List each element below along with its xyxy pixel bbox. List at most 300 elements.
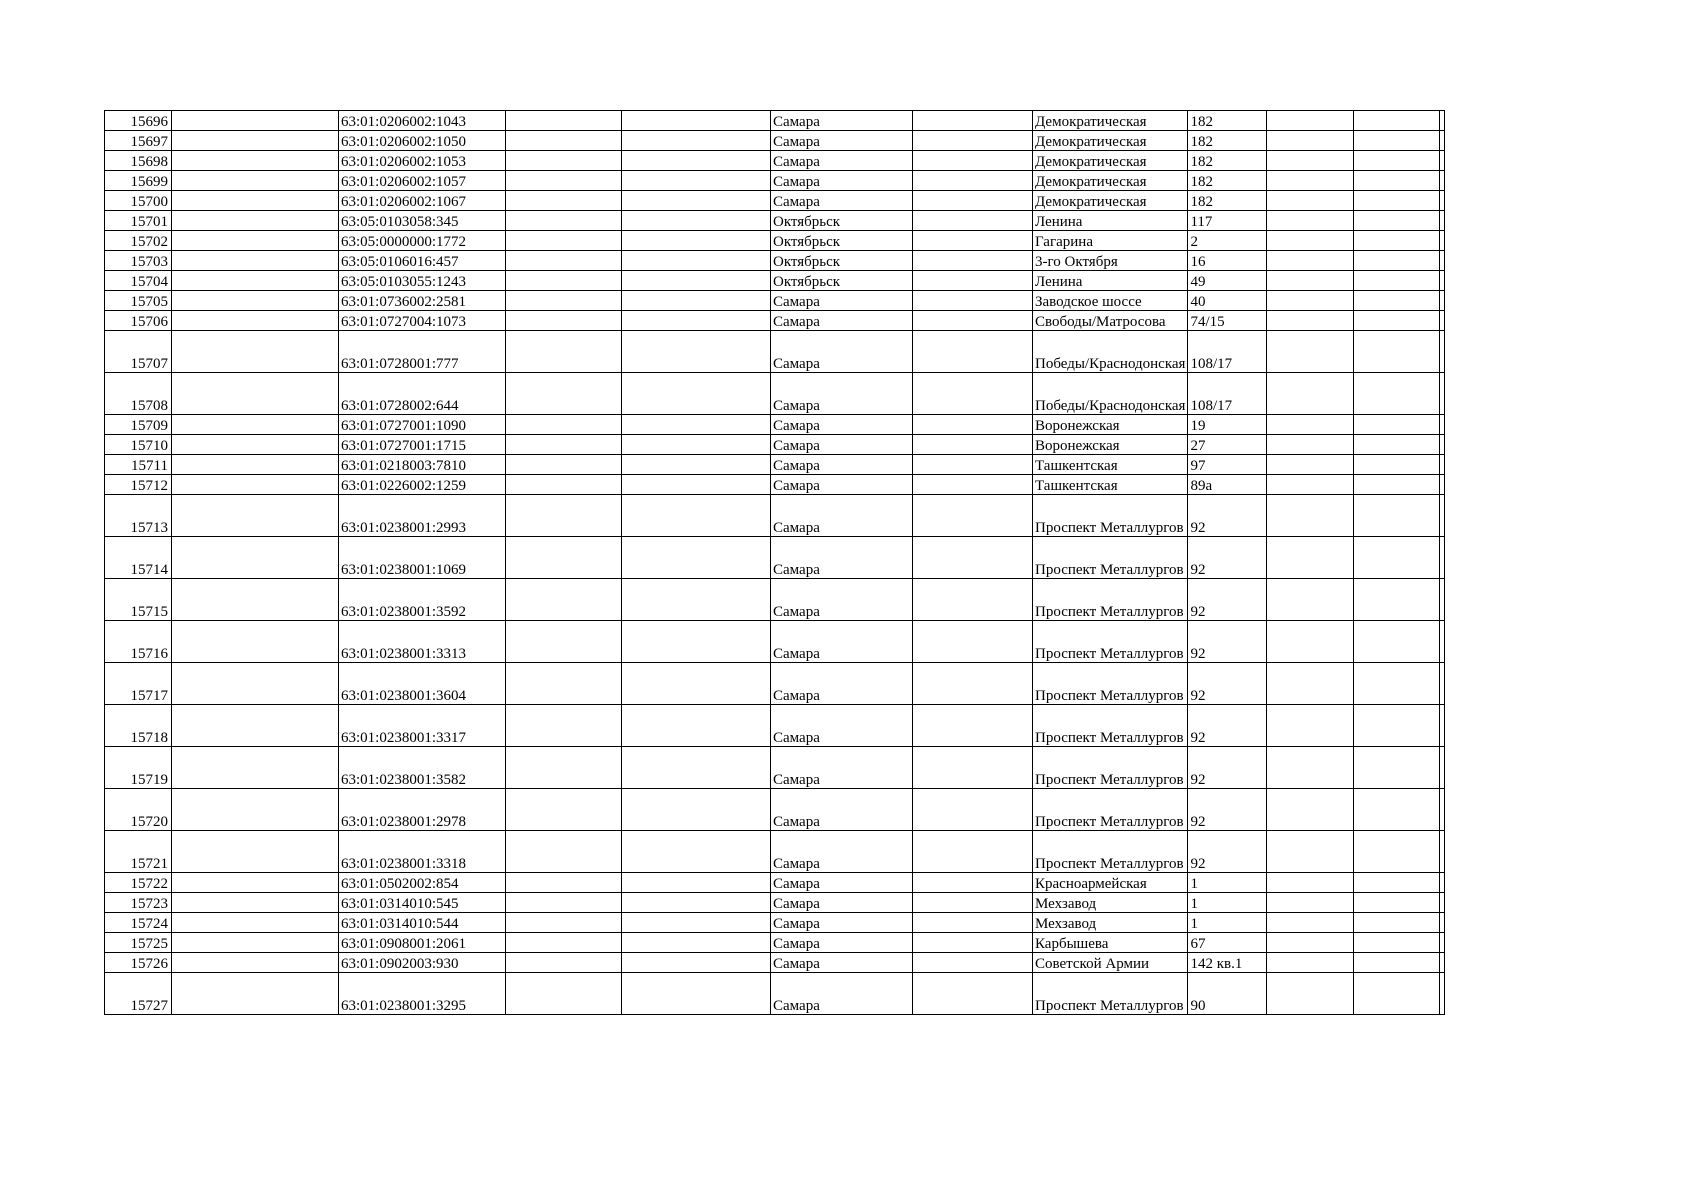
cell-street: Свободы/Матросова — [1033, 311, 1188, 331]
cell-cadastral-number: 63:01:0908001:2061 — [339, 933, 506, 953]
cell-cadastral-number: 63:01:0502002:854 — [339, 873, 506, 893]
cell-house: 92 — [1188, 663, 1267, 705]
cell-empty — [506, 913, 622, 933]
cell-street: Проспект Металлургов — [1033, 663, 1188, 705]
cell-cadastral-number: 63:01:0206002:1050 — [339, 131, 506, 151]
cell-row-number: 15710 — [105, 435, 172, 455]
cell-empty — [1440, 705, 1445, 747]
cell-city: Самара — [771, 131, 913, 151]
cell-empty — [913, 211, 1033, 231]
cell-empty — [172, 747, 339, 789]
cell-house: 74/15 — [1188, 311, 1267, 331]
table-row — [105, 475, 1445, 495]
cell-empty — [1267, 111, 1354, 131]
cell-house: 182 — [1188, 151, 1267, 171]
cell-street: Мехзавод — [1033, 893, 1188, 913]
cell-empty — [913, 415, 1033, 435]
cell-empty — [172, 953, 339, 973]
cell-empty — [1267, 475, 1354, 495]
cell-row-number: 15713 — [105, 495, 172, 537]
cell-empty — [913, 705, 1033, 747]
cell-empty — [172, 873, 339, 893]
cell-empty — [1354, 873, 1440, 893]
cell-city: Самара — [771, 311, 913, 331]
cell-empty — [1440, 171, 1445, 191]
cell-empty — [622, 475, 771, 495]
cell-empty — [506, 893, 622, 913]
cell-city: Самара — [771, 973, 913, 1015]
cell-empty — [1267, 953, 1354, 973]
cell-empty — [1440, 151, 1445, 171]
cell-empty — [1267, 537, 1354, 579]
cell-empty — [622, 331, 771, 373]
cell-empty — [1267, 913, 1354, 933]
cell-cadastral-number: 63:01:0727001:1090 — [339, 415, 506, 435]
cell-street: Демократическая — [1033, 131, 1188, 151]
cell-city: Самара — [771, 579, 913, 621]
cell-cadastral-number: 63:01:0238001:1069 — [339, 537, 506, 579]
cell-empty — [172, 251, 339, 271]
cell-city: Самара — [771, 291, 913, 311]
cell-house: 92 — [1188, 537, 1267, 579]
cell-empty — [1440, 251, 1445, 271]
cell-house: 1 — [1188, 873, 1267, 893]
cell-empty — [913, 953, 1033, 973]
cell-empty — [172, 933, 339, 953]
cell-empty — [172, 131, 339, 151]
table-row — [105, 111, 1445, 131]
cell-row-number: 15724 — [105, 913, 172, 933]
cell-row-number: 15702 — [105, 231, 172, 251]
cell-house: 92 — [1188, 789, 1267, 831]
cell-row-number: 15700 — [105, 191, 172, 211]
cell-street: Заводское шоссе — [1033, 291, 1188, 311]
cell-cadastral-number: 63:01:0218003:7810 — [339, 455, 506, 475]
cell-row-number: 15701 — [105, 211, 172, 231]
cell-empty — [1354, 171, 1440, 191]
cell-city: Октябрьск — [771, 211, 913, 231]
cell-city: Самара — [771, 415, 913, 435]
cell-empty — [506, 111, 622, 131]
cell-city: Самара — [771, 111, 913, 131]
cell-empty — [172, 831, 339, 873]
cell-row-number: 15704 — [105, 271, 172, 291]
cell-empty — [1354, 373, 1440, 415]
cell-cadastral-number: 63:05:0106016:457 — [339, 251, 506, 271]
cell-empty — [172, 789, 339, 831]
cell-empty — [622, 495, 771, 537]
cell-empty — [1267, 455, 1354, 475]
cell-empty — [622, 747, 771, 789]
cell-cadastral-number: 63:01:0238001:3317 — [339, 705, 506, 747]
cell-empty — [1267, 495, 1354, 537]
cell-empty — [1354, 191, 1440, 211]
cell-empty — [1354, 131, 1440, 151]
table-row — [105, 131, 1445, 151]
cell-empty — [622, 291, 771, 311]
table-row — [105, 893, 1445, 913]
cell-empty — [1267, 973, 1354, 1015]
table-row — [105, 495, 1445, 537]
cell-row-number: 15722 — [105, 873, 172, 893]
cell-empty — [1440, 747, 1445, 789]
cell-street: Проспект Металлургов — [1033, 537, 1188, 579]
cell-house: 92 — [1188, 579, 1267, 621]
cell-empty — [506, 831, 622, 873]
cell-house: 89а — [1188, 475, 1267, 495]
cell-empty — [913, 131, 1033, 151]
cell-street: 3-го Октября — [1033, 251, 1188, 271]
cell-empty — [172, 231, 339, 251]
cell-empty — [1267, 435, 1354, 455]
cell-empty — [622, 933, 771, 953]
cell-empty — [172, 913, 339, 933]
cell-house: 182 — [1188, 191, 1267, 211]
cell-empty — [1354, 913, 1440, 933]
cell-empty — [1354, 663, 1440, 705]
cell-house: 27 — [1188, 435, 1267, 455]
cell-street: Проспект Металлургов — [1033, 495, 1188, 537]
cell-cadastral-number: 63:01:0727001:1715 — [339, 435, 506, 455]
cell-cadastral-number: 63:01:0728001:777 — [339, 331, 506, 373]
cell-empty — [1354, 621, 1440, 663]
cell-empty — [1440, 475, 1445, 495]
cell-house: 108/17 — [1188, 331, 1267, 373]
cell-empty — [1440, 495, 1445, 537]
cell-city: Октябрьск — [771, 251, 913, 271]
cell-empty — [1354, 415, 1440, 435]
cell-street: Проспект Металлургов — [1033, 747, 1188, 789]
cell-empty — [1354, 291, 1440, 311]
cell-cadastral-number: 63:01:0736002:2581 — [339, 291, 506, 311]
cell-empty — [1354, 893, 1440, 913]
table-row — [105, 705, 1445, 747]
cell-cadastral-number: 63:01:0238001:3313 — [339, 621, 506, 663]
cell-empty — [622, 455, 771, 475]
cell-street: Победы/Краснодонская — [1033, 373, 1188, 415]
cell-cadastral-number: 63:01:0238001:3604 — [339, 663, 506, 705]
cell-street: Ленина — [1033, 211, 1188, 231]
cell-row-number: 15699 — [105, 171, 172, 191]
cell-empty — [506, 789, 622, 831]
table-row — [105, 913, 1445, 933]
cell-empty — [622, 621, 771, 663]
cell-row-number: 15716 — [105, 621, 172, 663]
table-row — [105, 415, 1445, 435]
cell-house: 19 — [1188, 415, 1267, 435]
cell-empty — [1354, 111, 1440, 131]
cell-empty — [913, 933, 1033, 953]
cell-city: Самара — [771, 537, 913, 579]
cell-empty — [1267, 151, 1354, 171]
cell-empty — [506, 131, 622, 151]
cell-empty — [913, 495, 1033, 537]
cell-empty — [913, 663, 1033, 705]
cell-row-number: 15719 — [105, 747, 172, 789]
cell-cadastral-number: 63:01:0238001:2993 — [339, 495, 506, 537]
cell-empty — [1440, 789, 1445, 831]
cell-empty — [1267, 621, 1354, 663]
cell-empty — [913, 913, 1033, 933]
cell-street: Демократическая — [1033, 151, 1188, 171]
table-row — [105, 271, 1445, 291]
cell-house: 92 — [1188, 621, 1267, 663]
cell-empty — [622, 131, 771, 151]
cell-empty — [1440, 415, 1445, 435]
cell-empty — [1354, 705, 1440, 747]
cell-empty — [1267, 415, 1354, 435]
cell-empty — [506, 953, 622, 973]
cell-empty — [506, 455, 622, 475]
cell-empty — [622, 789, 771, 831]
cell-empty — [172, 331, 339, 373]
cell-empty — [1354, 331, 1440, 373]
cell-empty — [1440, 973, 1445, 1015]
cell-empty — [1440, 455, 1445, 475]
cell-cadastral-number: 63:01:0727004:1073 — [339, 311, 506, 331]
cell-empty — [506, 621, 622, 663]
cell-empty — [1267, 191, 1354, 211]
cell-city: Самара — [771, 455, 913, 475]
cell-cadastral-number: 63:01:0238001:3582 — [339, 747, 506, 789]
cell-row-number: 15726 — [105, 953, 172, 973]
cell-empty — [506, 663, 622, 705]
cell-empty — [622, 211, 771, 231]
cell-empty — [1354, 495, 1440, 537]
cell-empty — [1354, 455, 1440, 475]
cell-empty — [172, 291, 339, 311]
cell-house: 92 — [1188, 705, 1267, 747]
cell-house: 90 — [1188, 973, 1267, 1015]
cell-cadastral-number: 63:01:0238001:3295 — [339, 973, 506, 1015]
cell-cadastral-number: 63:01:0238001:2978 — [339, 789, 506, 831]
table-row — [105, 747, 1445, 789]
cell-empty — [172, 663, 339, 705]
cell-empty — [1267, 893, 1354, 913]
cell-empty — [1267, 789, 1354, 831]
cell-empty — [913, 973, 1033, 1015]
cell-empty — [913, 331, 1033, 373]
table-row — [105, 251, 1445, 271]
cell-empty — [172, 537, 339, 579]
cell-street: Демократическая — [1033, 111, 1188, 131]
table-row — [105, 933, 1445, 953]
cell-empty — [1267, 131, 1354, 151]
cell-empty — [1440, 111, 1445, 131]
cell-empty — [506, 747, 622, 789]
cell-empty — [1440, 537, 1445, 579]
cell-empty — [622, 973, 771, 1015]
table-row — [105, 435, 1445, 455]
cell-row-number: 15711 — [105, 455, 172, 475]
cell-city: Самара — [771, 191, 913, 211]
cell-row-number: 15703 — [105, 251, 172, 271]
cell-empty — [622, 537, 771, 579]
cell-empty — [1354, 231, 1440, 251]
cell-empty — [913, 311, 1033, 331]
cell-empty — [1267, 705, 1354, 747]
cell-city: Самара — [771, 953, 913, 973]
cell-house: 16 — [1188, 251, 1267, 271]
table-row — [105, 873, 1445, 893]
cell-house: 182 — [1188, 171, 1267, 191]
cell-street: Ленина — [1033, 271, 1188, 291]
table-body — [105, 111, 1445, 1015]
cell-empty — [1354, 475, 1440, 495]
cell-empty — [172, 455, 339, 475]
cell-street: Проспект Металлургов — [1033, 579, 1188, 621]
cell-row-number: 15717 — [105, 663, 172, 705]
cell-empty — [913, 893, 1033, 913]
cell-empty — [913, 789, 1033, 831]
cell-street: Воронежская — [1033, 435, 1188, 455]
cell-street: Проспект Металлургов — [1033, 789, 1188, 831]
cell-empty — [1354, 211, 1440, 231]
cell-empty — [506, 705, 622, 747]
cell-street: Проспект Металлургов — [1033, 973, 1188, 1015]
cell-empty — [1354, 435, 1440, 455]
table-row — [105, 537, 1445, 579]
cell-empty — [1354, 933, 1440, 953]
table-row — [105, 311, 1445, 331]
cell-empty — [1440, 435, 1445, 455]
cell-empty — [913, 747, 1033, 789]
cell-row-number: 15708 — [105, 373, 172, 415]
table-row — [105, 579, 1445, 621]
cell-empty — [622, 231, 771, 251]
cell-empty — [913, 455, 1033, 475]
cell-empty — [622, 873, 771, 893]
cell-empty — [1440, 663, 1445, 705]
cell-cadastral-number: 63:01:0238001:3592 — [339, 579, 506, 621]
cell-empty — [913, 271, 1033, 291]
cell-cadastral-number: 63:01:0206002:1043 — [339, 111, 506, 131]
cell-empty — [506, 271, 622, 291]
cell-empty — [1440, 621, 1445, 663]
cell-empty — [1267, 373, 1354, 415]
cell-house: 49 — [1188, 271, 1267, 291]
table-row — [105, 621, 1445, 663]
cell-cadastral-number: 63:01:0314010:544 — [339, 913, 506, 933]
cell-cadastral-number: 63:01:0206002:1053 — [339, 151, 506, 171]
cell-city: Самара — [771, 621, 913, 663]
cell-empty — [622, 579, 771, 621]
cell-empty — [913, 579, 1033, 621]
cell-house: 2 — [1188, 231, 1267, 251]
cell-city: Самара — [771, 331, 913, 373]
cell-empty — [506, 475, 622, 495]
cell-empty — [506, 537, 622, 579]
cell-empty — [1354, 579, 1440, 621]
cell-empty — [172, 705, 339, 747]
cell-empty — [506, 495, 622, 537]
cell-city: Самара — [771, 913, 913, 933]
cell-empty — [1354, 973, 1440, 1015]
cell-empty — [913, 475, 1033, 495]
cell-empty — [1354, 747, 1440, 789]
cell-empty — [913, 831, 1033, 873]
cell-empty — [506, 973, 622, 1015]
cell-street: Советской Армии — [1033, 953, 1188, 973]
cell-cadastral-number: 63:01:0314010:545 — [339, 893, 506, 913]
cell-house: 1 — [1188, 913, 1267, 933]
cell-cadastral-number: 63:01:0206002:1057 — [339, 171, 506, 191]
cell-empty — [1267, 331, 1354, 373]
cell-empty — [1440, 579, 1445, 621]
cell-empty — [172, 373, 339, 415]
table-row — [105, 291, 1445, 311]
cell-cadastral-number: 63:01:0238001:3318 — [339, 831, 506, 873]
cell-street: Карбышева — [1033, 933, 1188, 953]
cell-empty — [622, 191, 771, 211]
cell-empty — [172, 211, 339, 231]
table-row — [105, 171, 1445, 191]
cell-empty — [172, 973, 339, 1015]
cell-empty — [622, 151, 771, 171]
cell-empty — [1440, 913, 1445, 933]
cell-empty — [506, 331, 622, 373]
cell-empty — [913, 151, 1033, 171]
cell-empty — [622, 663, 771, 705]
cell-empty — [1354, 151, 1440, 171]
cell-street: Мехзавод — [1033, 913, 1188, 933]
cell-row-number: 15721 — [105, 831, 172, 873]
cell-city: Самара — [771, 933, 913, 953]
table-row — [105, 331, 1445, 373]
cell-street: Победы/Краснодонская — [1033, 331, 1188, 373]
cell-city: Самара — [771, 495, 913, 537]
cell-empty — [506, 211, 622, 231]
cell-house: 1 — [1188, 893, 1267, 913]
cell-empty — [172, 435, 339, 455]
cell-cadastral-number: 63:05:0103055:1243 — [339, 271, 506, 291]
cell-empty — [622, 831, 771, 873]
cell-row-number: 15714 — [105, 537, 172, 579]
table-row — [105, 973, 1445, 1015]
cell-empty — [622, 311, 771, 331]
cell-empty — [913, 537, 1033, 579]
cell-empty — [913, 373, 1033, 415]
cell-empty — [1440, 373, 1445, 415]
cell-cadastral-number: 63:01:0728002:644 — [339, 373, 506, 415]
cell-empty — [506, 933, 622, 953]
cell-empty — [1440, 893, 1445, 913]
cell-street: Ташкентская — [1033, 475, 1188, 495]
cell-empty — [172, 475, 339, 495]
cell-empty — [172, 415, 339, 435]
cell-empty — [1440, 231, 1445, 251]
cell-empty — [913, 435, 1033, 455]
cell-cadastral-number: 63:01:0206002:1067 — [339, 191, 506, 211]
cell-street: Воронежская — [1033, 415, 1188, 435]
cell-empty — [1440, 291, 1445, 311]
cell-house: 40 — [1188, 291, 1267, 311]
cell-row-number: 15696 — [105, 111, 172, 131]
cell-row-number: 15723 — [105, 893, 172, 913]
cell-row-number: 15706 — [105, 311, 172, 331]
cell-street: Ташкентская — [1033, 455, 1188, 475]
table-row — [105, 789, 1445, 831]
cell-street: Проспект Металлургов — [1033, 831, 1188, 873]
cell-empty — [172, 111, 339, 131]
cell-empty — [1440, 953, 1445, 973]
cell-empty — [1267, 211, 1354, 231]
cell-empty — [622, 705, 771, 747]
cell-empty — [622, 913, 771, 933]
cell-empty — [1440, 191, 1445, 211]
cell-empty — [913, 171, 1033, 191]
cell-row-number: 15718 — [105, 705, 172, 747]
